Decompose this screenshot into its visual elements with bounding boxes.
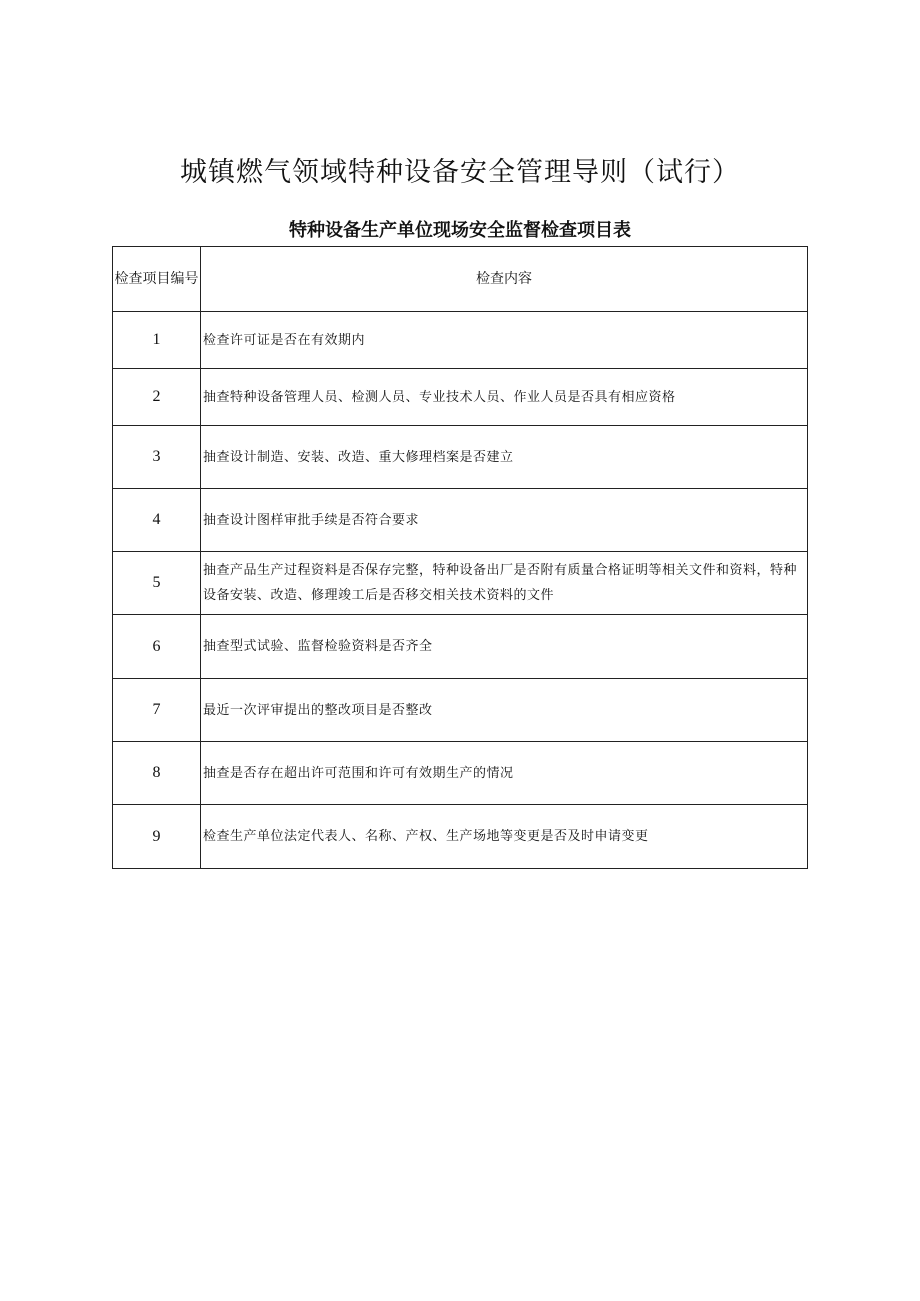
item-number: 3 bbox=[113, 426, 201, 489]
item-content: 抽查是否存在超出许可范围和许可有效期生产的情况 bbox=[201, 742, 808, 805]
table-row bbox=[113, 552, 808, 615]
header-content: 检查内容 bbox=[201, 247, 808, 312]
item-number: 1 bbox=[113, 312, 201, 369]
inspection-table bbox=[112, 246, 808, 869]
item-number: 2 bbox=[113, 369, 201, 426]
item-content: 抽查设计制造、安装、改造、重大修理档案是否建立 bbox=[201, 426, 808, 489]
item-number: 9 bbox=[113, 805, 201, 869]
table-row bbox=[113, 426, 808, 489]
header-item-number: 检查项目编号 bbox=[113, 247, 201, 312]
item-number: 5 bbox=[113, 552, 201, 615]
document-title: 城镇燃气领域特种设备安全管理导则（试行） bbox=[180, 157, 740, 188]
table-row bbox=[113, 369, 808, 426]
item-content: 抽查特种设备管理人员、检测人员、专业技术人员、作业人员是否具有相应资格 bbox=[201, 369, 808, 426]
table-row bbox=[113, 742, 808, 805]
table-header-row bbox=[113, 247, 808, 312]
item-number: 6 bbox=[113, 615, 201, 679]
item-content: 抽查产品生产过程资料是否保存完整，特种设备出厂是否附有质量合格证明等相关文件和资料，特种设备安装、改造、修理竣工后是否移交相关技术资料的文件 bbox=[201, 552, 808, 615]
table-row bbox=[113, 615, 808, 679]
item-content: 检查生产单位法定代表人、名称、产权、生产场地等变更是否及时申请变更 bbox=[201, 805, 808, 869]
item-content: 抽查设计图样审批手续是否符合要求 bbox=[201, 489, 808, 552]
table-row bbox=[113, 679, 808, 742]
item-content: 检查许可证是否在有效期内 bbox=[201, 312, 808, 369]
table-row bbox=[113, 489, 808, 552]
table-row bbox=[113, 312, 808, 369]
table-title: 特种设备生产单位现场安全监督检查项目表 bbox=[289, 220, 631, 241]
table-row bbox=[113, 805, 808, 869]
item-number: 7 bbox=[113, 679, 201, 742]
item-content: 抽查型式试验、监督检验资料是否齐全 bbox=[201, 615, 808, 679]
item-number: 8 bbox=[113, 742, 201, 805]
item-content: 最近一次评审提出的整改项目是否整改 bbox=[201, 679, 808, 742]
item-number: 4 bbox=[113, 489, 201, 552]
